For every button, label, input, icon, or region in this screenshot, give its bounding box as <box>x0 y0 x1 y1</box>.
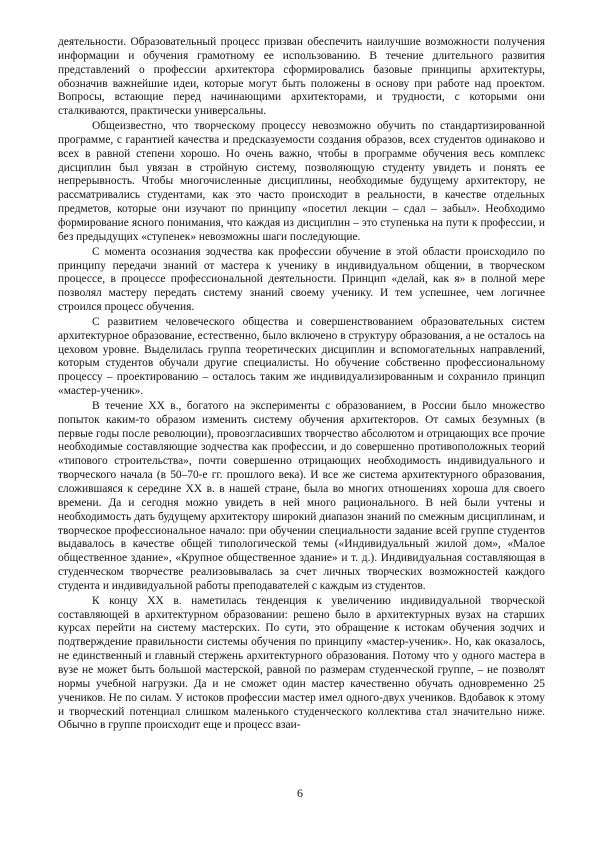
paragraph-4: С развитием человеческого общества и совершенствованием образовательных систем архитектурное образование, естественно, было включено в структуру образования, а не осталось на цеховом уровне. Выделилась группа теоретических дисциплин и вспомогательных направлений, которым студентов обучали другие специалисты. Но обучение собственно профессиональному процессу – проектированию – осталось таким же индивидуализированным и сохранило принцип «мастер-ученик». <box>58 315 545 398</box>
page-number: 6 <box>297 786 303 800</box>
paragraph-3: С момента осознания зодчества как профессии обучение в этой области происходило по принципу передачи знаний от мастера к ученику в индивидуальном общении, в творческом процессе, в процессе профессиональной деятельности. Принцип «делай, как я» в полной мере позволял мастеру передать систему знаний своему ученику. И тем успешнее, чем логичнее строился процесс обучения. <box>58 245 545 314</box>
paragraph-1: деятельности. Образовательный процесс призван обеспечить наилучшие возможности получения информации и обучения грамотному ее использованию. В течение длительного развития представлений о профессии архитектора сформировались базовые принципы архитектуры, обозначив важнейшие идеи, которые могут быть положены в основу при работе над проектом. Вопросы, встающие перед начинающими архитекторами, и трудности, с которыми они сталкиваются, практически универсальны. <box>58 36 545 118</box>
paragraph-5: В течение XX в., богатого на эксперименты с образованием, в России было множество попыток каким-то образом изменить систему обучения архитекторов. От самых безумных (в первые годы после революции), провозгласивших творчество абсолютом и отрицающих все прочие необходимые составляющие зодчества как профессии, и до совершенно противоположных теорий «типового строительства», почти совершенно отрицающих необходимость индивидуального и творческого начала (в 50–70-е гг. прошлого века). И все же система архитектурного образования, сложившаяся к середине XX в. в нашей стране, была во многих отношениях хороша для своего времени. Да и сегодня можно увидеть в ней много рационального. В ней были учтены и необходимость дать будущему архитектору широкий диапазон знаний по смежным дисциплинам, и творческое профессиональное начало: при обучении специальности задание всей группе студентов выдавалось в качестве общей типологической темы («Индивидуальный жилой дом», «Малое общественное здание», «Крупное общественное здание» и т. д.). Индивидуальная составляющая в студенческом творчестве реализовывалась за счет личных творческих возможностей каждого студента и индивидуальной работы преподавателей с каждым из студентов. <box>58 399 545 592</box>
paragraph-6: К концу XX в. наметилась тенденция к увеличению индивидуальной творческой составляющей в архитектурном образовании: решено было в архитектурных вузах на старших курсах перейти на систему мастерских. По сути, это обращение к истокам обучения зодчих и подтверждение правильности системы обучения по принципу «мастер-ученик». Но, как оказалось, не единственный и главный стержень архитектурного образования. Потому что у одного мастера в вузе не может быть большой мастерской, равной по размерам студенческой группе, – не позволят нормы учебной нагрузки. Да и не сможет один мастер качественно обучать одновременно 25 учеников. Не по силам. У истоков профессии мастер имел одного-двух учеников. Вдобавок к этому и творческий потенциал слишком маленького студенческого коллектива стал значительно ниже. Обычно в группе происходит еще и процесс взаи- <box>58 594 545 732</box>
body-text <box>58 36 545 734</box>
paragraph-2: Общеизвестно, что творческому процессу невозможно обучить по стандартизированной программе, с гарантией качества и предсказуемости создания образов, всех студентов одинаково и всех в равной степени хорошо. Но очень важно, чтобы в программе обучения весь комплекс дисциплин был увязан в стройную систему, позволяющую студенту увидеть и понять ее непрерывность. Чтобы многочисленные дисциплины, необходимые будущему архитектору, не рассматривались студентами, как это часто происходит в реальности, в качестве отдельных предметов, которые они изучают по принципу «посетил лекции – сдал – забыл». Необходимо формирование ясного понимания, что каждая из дисциплин – это ступенька на пути к профессии, и без предыдущих «ступенек» невозможны шаги последующие. <box>58 120 545 243</box>
